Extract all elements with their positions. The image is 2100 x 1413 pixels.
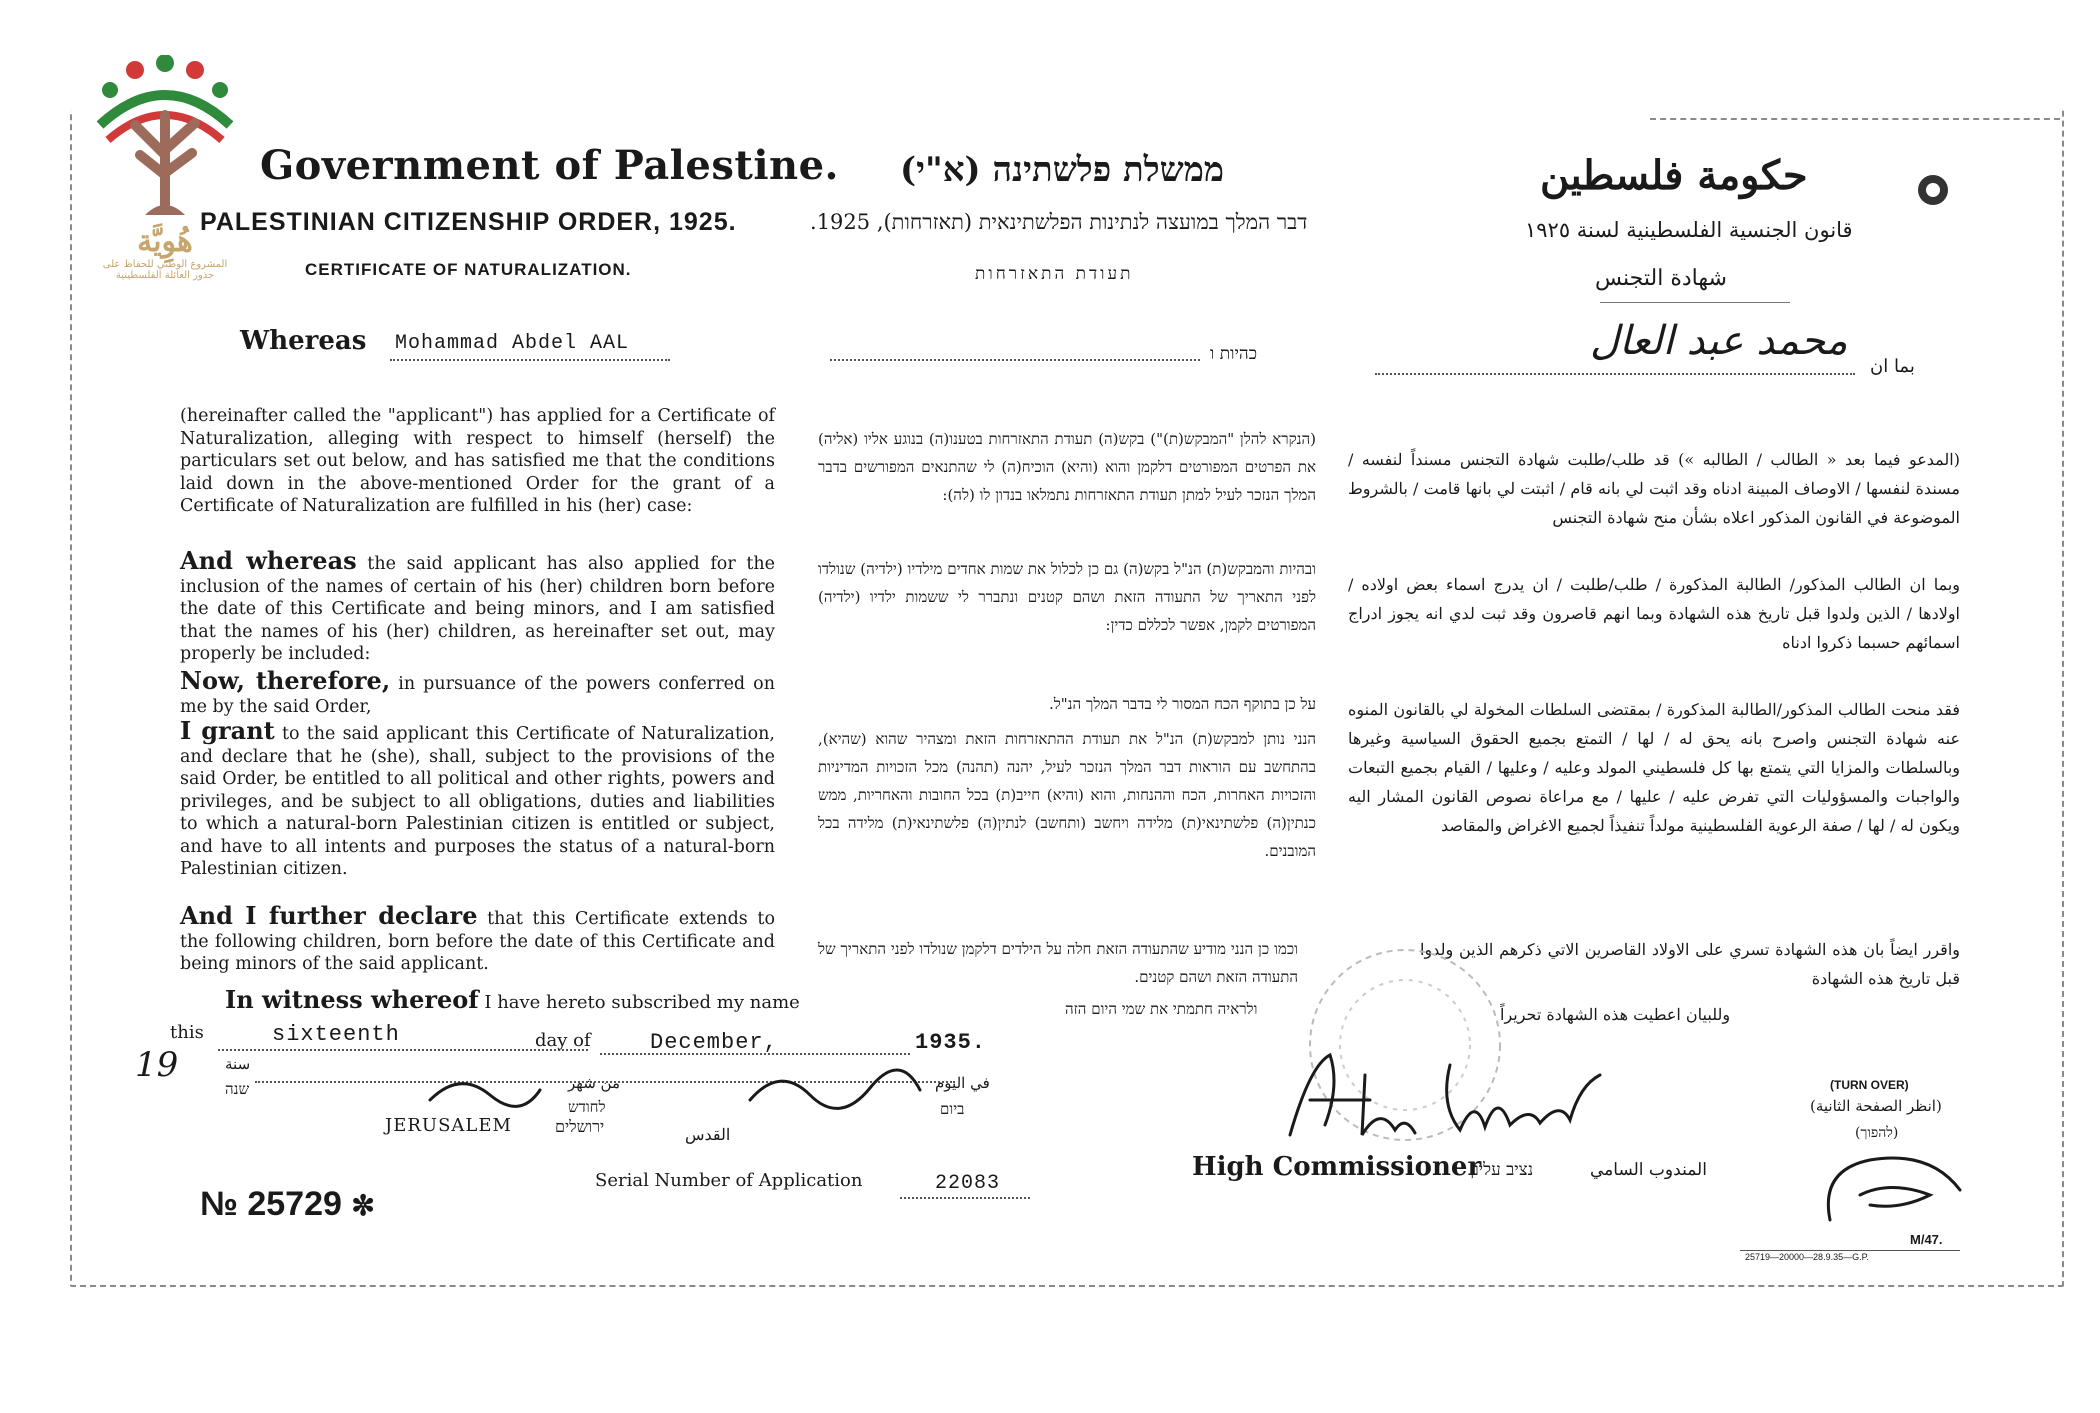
english-para-4-text: to the said applicant this Certificate of Naturalization, and declare that he (she), shall, subject to the provisions of the said Order, be entitled to all political and other rights, powers and privileges, and be subject to all obligations, duties and liabilities to which a natural-born Palestinian citizen is entitled or subject, and have to all intents and purposes the status of a natural-born Palestinian citizen. [180, 724, 775, 879]
this-label: this [170, 1022, 204, 1043]
order-hebrew: דבר המלך במועצה לנתינות הפלשתינאית (תאזרחות), 1925. [810, 210, 1308, 234]
arabic-witness: وللبيان اعطيت هذه الشهادة تحريراً [1500, 1005, 1731, 1024]
divider [1600, 302, 1790, 303]
handwritten-date-scribbles [420, 1060, 940, 1120]
star-icon: ✼ [351, 1190, 375, 1221]
witness-text: I have hereto subscribed my name [484, 992, 800, 1013]
arabic-para-3: فقد منحت الطالب المذكور/الطالبة المذكورة / بمقتضى السلطات المخولة لي بالقانون المنوه عنه شهادة التجنس واصرح بانه يحق له / لها / التمتع بجميع الحقوق السياسية وغيرها وبالسلطات والمزايا التي يتمتع بها كل فلسطيني المولد وعليه / وعليها / القيام بجميع التبعات والواجبات والمسؤوليات التي تفرض عليه / عليها / مع مراعاة نصوص القانون المشار اليه ويكون له / لها / صفة الرعوية الفلسطينية مولداً تنفيذاً لجميع الاغراض والمقاصد [1348, 700, 1961, 835]
day-label: day of [535, 1030, 591, 1051]
arabic-para-2: وبما ان الطالب المذكور/ الطالبة المذكورة / طلب/طلبت / ان يدرج اسماء بعض اولاده / اولادها / الذين ولدوا قبل تاريخ هذه الشهادة وبما انهم قاصرون وقد ثبت لدي انه يجوز ادراج اسمائهم حسبما ذكروا ادناه [1348, 575, 1960, 652]
turn-over-hebrew: (להפוך) [1855, 1125, 1899, 1141]
heritage-logo [80, 55, 250, 305]
hebrew-witness: ולראיה חתמתי את שמי היום הזה [1065, 1000, 1258, 1018]
whereas-hebrew: כהיות ו [1210, 344, 1258, 364]
english-para-4-lead: I grant [180, 716, 275, 745]
logo-caption-2: جذور العائلة الفلسطينية [115, 270, 215, 281]
applicant-dotted-line [390, 358, 670, 361]
english-para-3 [180, 666, 775, 718]
english-para-5-lead: And I further declare [180, 901, 478, 930]
english-para-4 [180, 716, 775, 881]
english-para-2-lead: And whereas [180, 546, 357, 575]
serial-label: Serial Number of Application [595, 1170, 863, 1191]
printer-line: 25719—20000—28.9.35—G.P. [1745, 1252, 1869, 1262]
tree-logo-icon [80, 55, 250, 225]
day-label-arabic: في اليوم [935, 1074, 990, 1092]
turn-over-arabic: (انظر الصفحة الثانية) [1810, 1097, 1942, 1115]
day-label-hebrew: ביום [940, 1100, 965, 1118]
hebrew-para-1: (הנקרא להלן "המבקש(ת)") בקש(ה) תעודת התאזרחות בטענו(ה) בנוגע אליו (אליה) את הפרטים המפורטים דלקמן והוא (והיא) הוכיח(ה) לי שהתנאים המפורשים בדבר המלך הנזכר לעיל למתן תעודת התאזרחות נתמלאו בנדון לו (לה): [818, 430, 1316, 504]
city-arabic: القدس [685, 1125, 731, 1144]
title-hebrew: ממשלת פלשתינה (א"י) [900, 150, 1225, 190]
printer-divider [1740, 1250, 1960, 1251]
high-commissioner-arabic: المندوب السامي [1590, 1160, 1707, 1180]
arabic-para-4: واقرر ايضاً بان هذه الشهادة تسري على الاولاد القاصرين الاتي ذكرهم الذين ولدوا قبل تاريخ هذه الشهادة [1420, 940, 1960, 988]
year-value: 1935. [915, 1030, 987, 1055]
city-hebrew: ירושלים [555, 1117, 605, 1136]
title-english: Government of Palestine. [260, 142, 839, 189]
city-english: JERUSALEM [385, 1115, 512, 1136]
whereas-arabic: بما ان [1870, 356, 1915, 377]
crest-icon [1915, 172, 1951, 212]
hebrew-para-5: וכמו כן הנני מודיע שהתעודה הזאת חלה על הילדים דלקמן שנולדו לפני התאריך של התעודה הזאת ושהם קטנים. [818, 940, 1298, 986]
whereas-label: Whereas [240, 326, 367, 356]
logo-caption-1: المشروع الوطني للحفاظ على [102, 259, 228, 270]
arabic-dotted-line [1375, 372, 1855, 375]
day-dotted-line [218, 1048, 588, 1051]
order-english: PALESTINIAN CITIZENSHIP ORDER, 1925. [200, 208, 737, 236]
hebrew-para-2: ובהיות והמבקש(ת) הנ"ל בקש(ה) גם כן לכלול את שמות אחדים מילדיו (ילדיה) שנולדו לפני התאריך של התעודה הזאת ושהם קטנים ונתברר לי ששמות ילדיו (ילדיה) המפורטים לקמן, אפשר לכללם כדין: [818, 560, 1316, 634]
certificate-border-top [1650, 118, 2060, 120]
english-para-3-text: in pursuance of the powers conferred on me by the said Order, [180, 674, 775, 717]
serial-value: 22083 [935, 1172, 1001, 1195]
certificate-title-english: CERTIFICATE OF NATURALIZATION. [305, 260, 632, 279]
day-value: sixteenth [272, 1022, 400, 1047]
certificate-number-value: № 25729 [200, 1185, 342, 1223]
month-value: December, [650, 1030, 778, 1055]
order-arabic: قانون الجنسية الفلسطينية لسنة ١٩٢٥ [1525, 218, 1853, 242]
certificate-title-arabic: شهادة التجنس [1595, 266, 1727, 291]
form-number: M/47. [1910, 1232, 1943, 1247]
title-arabic: حكومة فلسطين [1540, 152, 1808, 199]
witness-lead: In witness whereof [225, 985, 479, 1014]
applicant-signature-arabic: محمد عبد العال [1590, 318, 1848, 364]
english-para-3-lead: Now, therefore, [180, 666, 391, 695]
english-para-2 [180, 546, 775, 666]
certificate-number [200, 1185, 375, 1224]
serial-dotted-line [900, 1196, 1030, 1199]
high-commissioner-signature [1270, 1045, 1630, 1155]
year-label-hebrew: שנה [225, 1080, 250, 1098]
hebrew-para-3: על כן בתוקף הכח המסור לי בדבר המלך הנ"ל. [1049, 695, 1316, 713]
year-label-arabic: سنة [225, 1055, 251, 1073]
high-commissioner-label: High Commissioner [1192, 1152, 1482, 1182]
english-para-2-text: the said applicant has also applied for the inclusion of the names of certain of his (her) children born before the date of this Certificate and being minors, and I am satisfied that the names of his (her) children, as hereinafter set out, may properly be included: [180, 554, 775, 664]
logo-arabic-name: هُوِيَّة [137, 224, 193, 259]
english-para-5 [180, 901, 775, 976]
month-label-hebrew: לחודש [568, 1098, 606, 1116]
applicant-name: Mohammad Abdel AAL [395, 332, 630, 355]
certificate-title-hebrew: תעודת התאזרחות [975, 264, 1134, 284]
year-handwritten: 19 [135, 1045, 179, 1085]
arabic-para-1: (المدعو فيما بعد « الطالب / الطالبه ») قد طلب/طلبت شهادة التجنس مسنداً لنفسه / مسندة لنفسها / الاوصاف المبينة ادناه وقد اثبت لي بانه قام / اثبتت لي بانها قامت / بالشروط الموضوعة في القانون المذكور اعلاه بشأن منح شهادة التجنس [1348, 450, 1960, 527]
month-label-arabic: من شهر [568, 1074, 620, 1092]
hebrew-para-4: הנני נותן למבקש(ת) הנ"ל את תעודת ההתאזרחות הזאת ומצהיר שהוא (שהיא), בהתחשב עם הוראות דבר המלך הנזכר לעיל, יהנה (תהנה) מכל הזכויות המדיניות והזכויות האחרות, הכח וההנחות, והוא (והיא) חייב(ת) בכל החובות והאחריות, ממש כנתין(ה) פלשתינאי(ת) מלידה ויחשב (ותחשב) לנתין(ה) פלשתינאי(ת) מלידה בכל המובנים. [818, 730, 1316, 860]
turn-over-english: (TURN OVER) [1830, 1078, 1909, 1092]
page-curl-mark-icon [1820, 1150, 1970, 1230]
hebrew-dotted-line [830, 358, 1200, 361]
witness-line [225, 985, 800, 1014]
english-para-5-text: that this Certificate extends to the following children, born before the date of this Certificate and being minors of the said applicant. [180, 909, 775, 974]
english-para-1: (hereinafter called the "applicant") has applied for a Certificate of Naturalization, alleging with respect to himself (herself) the particulars set out below, and has satisfied me that the conditions laid down in the above-mentioned Order for the grant of a Certificate of Naturalization are fulfilled in his (her) case: [180, 406, 775, 516]
high-commissioner-hebrew: נציב עליון [1470, 1160, 1534, 1180]
